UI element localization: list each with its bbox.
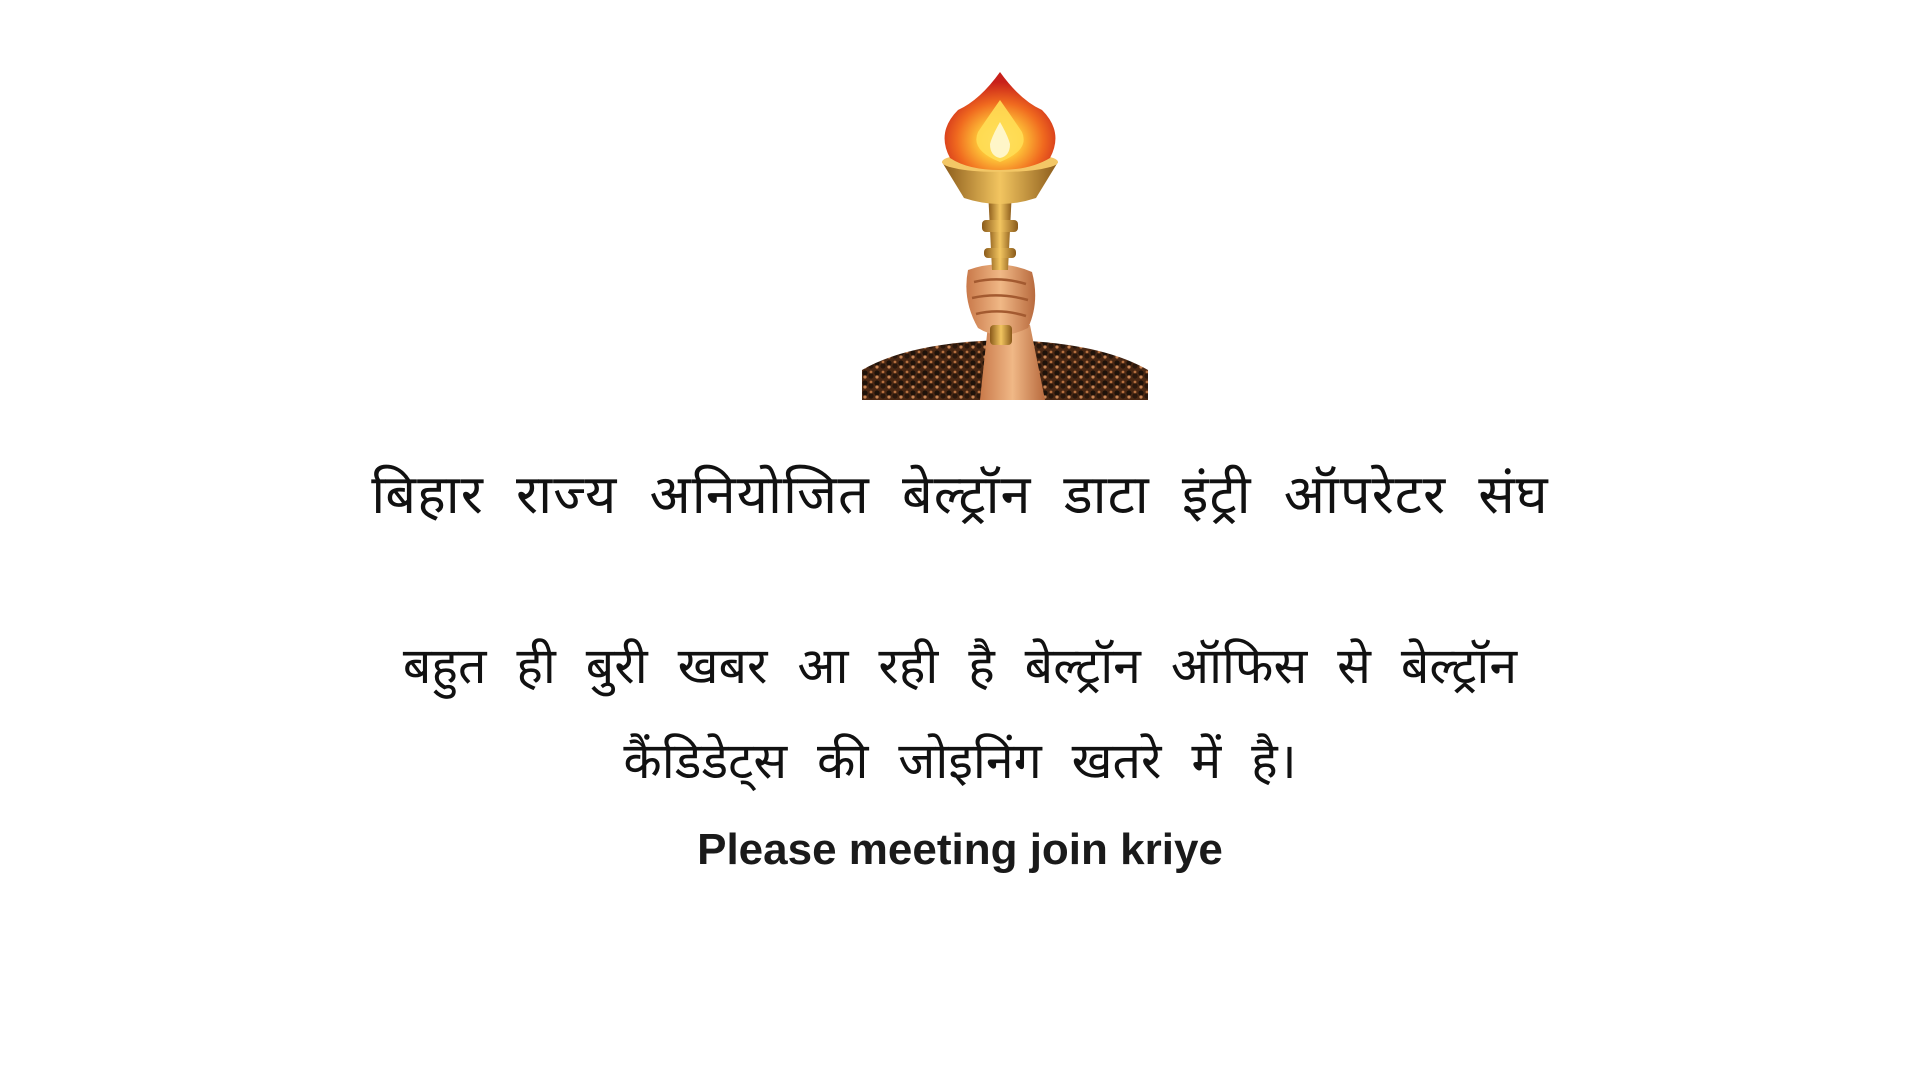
meeting-call-to-action: Please meeting join kriye [697,825,1223,874]
torch-logo [850,70,1160,400]
torch-in-hand-over-crowd-icon [850,70,1160,400]
news-message-line-2: कैंडिडेट्स की जोइनिंग खतरे में है। [623,732,1297,790]
organization-title: बिहार राज्य अनियोजित बेल्ट्रॉन डाटा इंट्री ऑपरेटर संघ [371,463,1549,526]
news-message-line-1: बहुत ही बुरी खबर आ रही है बेल्ट्रॉन ऑफिस से बेल्ट्रॉन [402,637,1518,695]
